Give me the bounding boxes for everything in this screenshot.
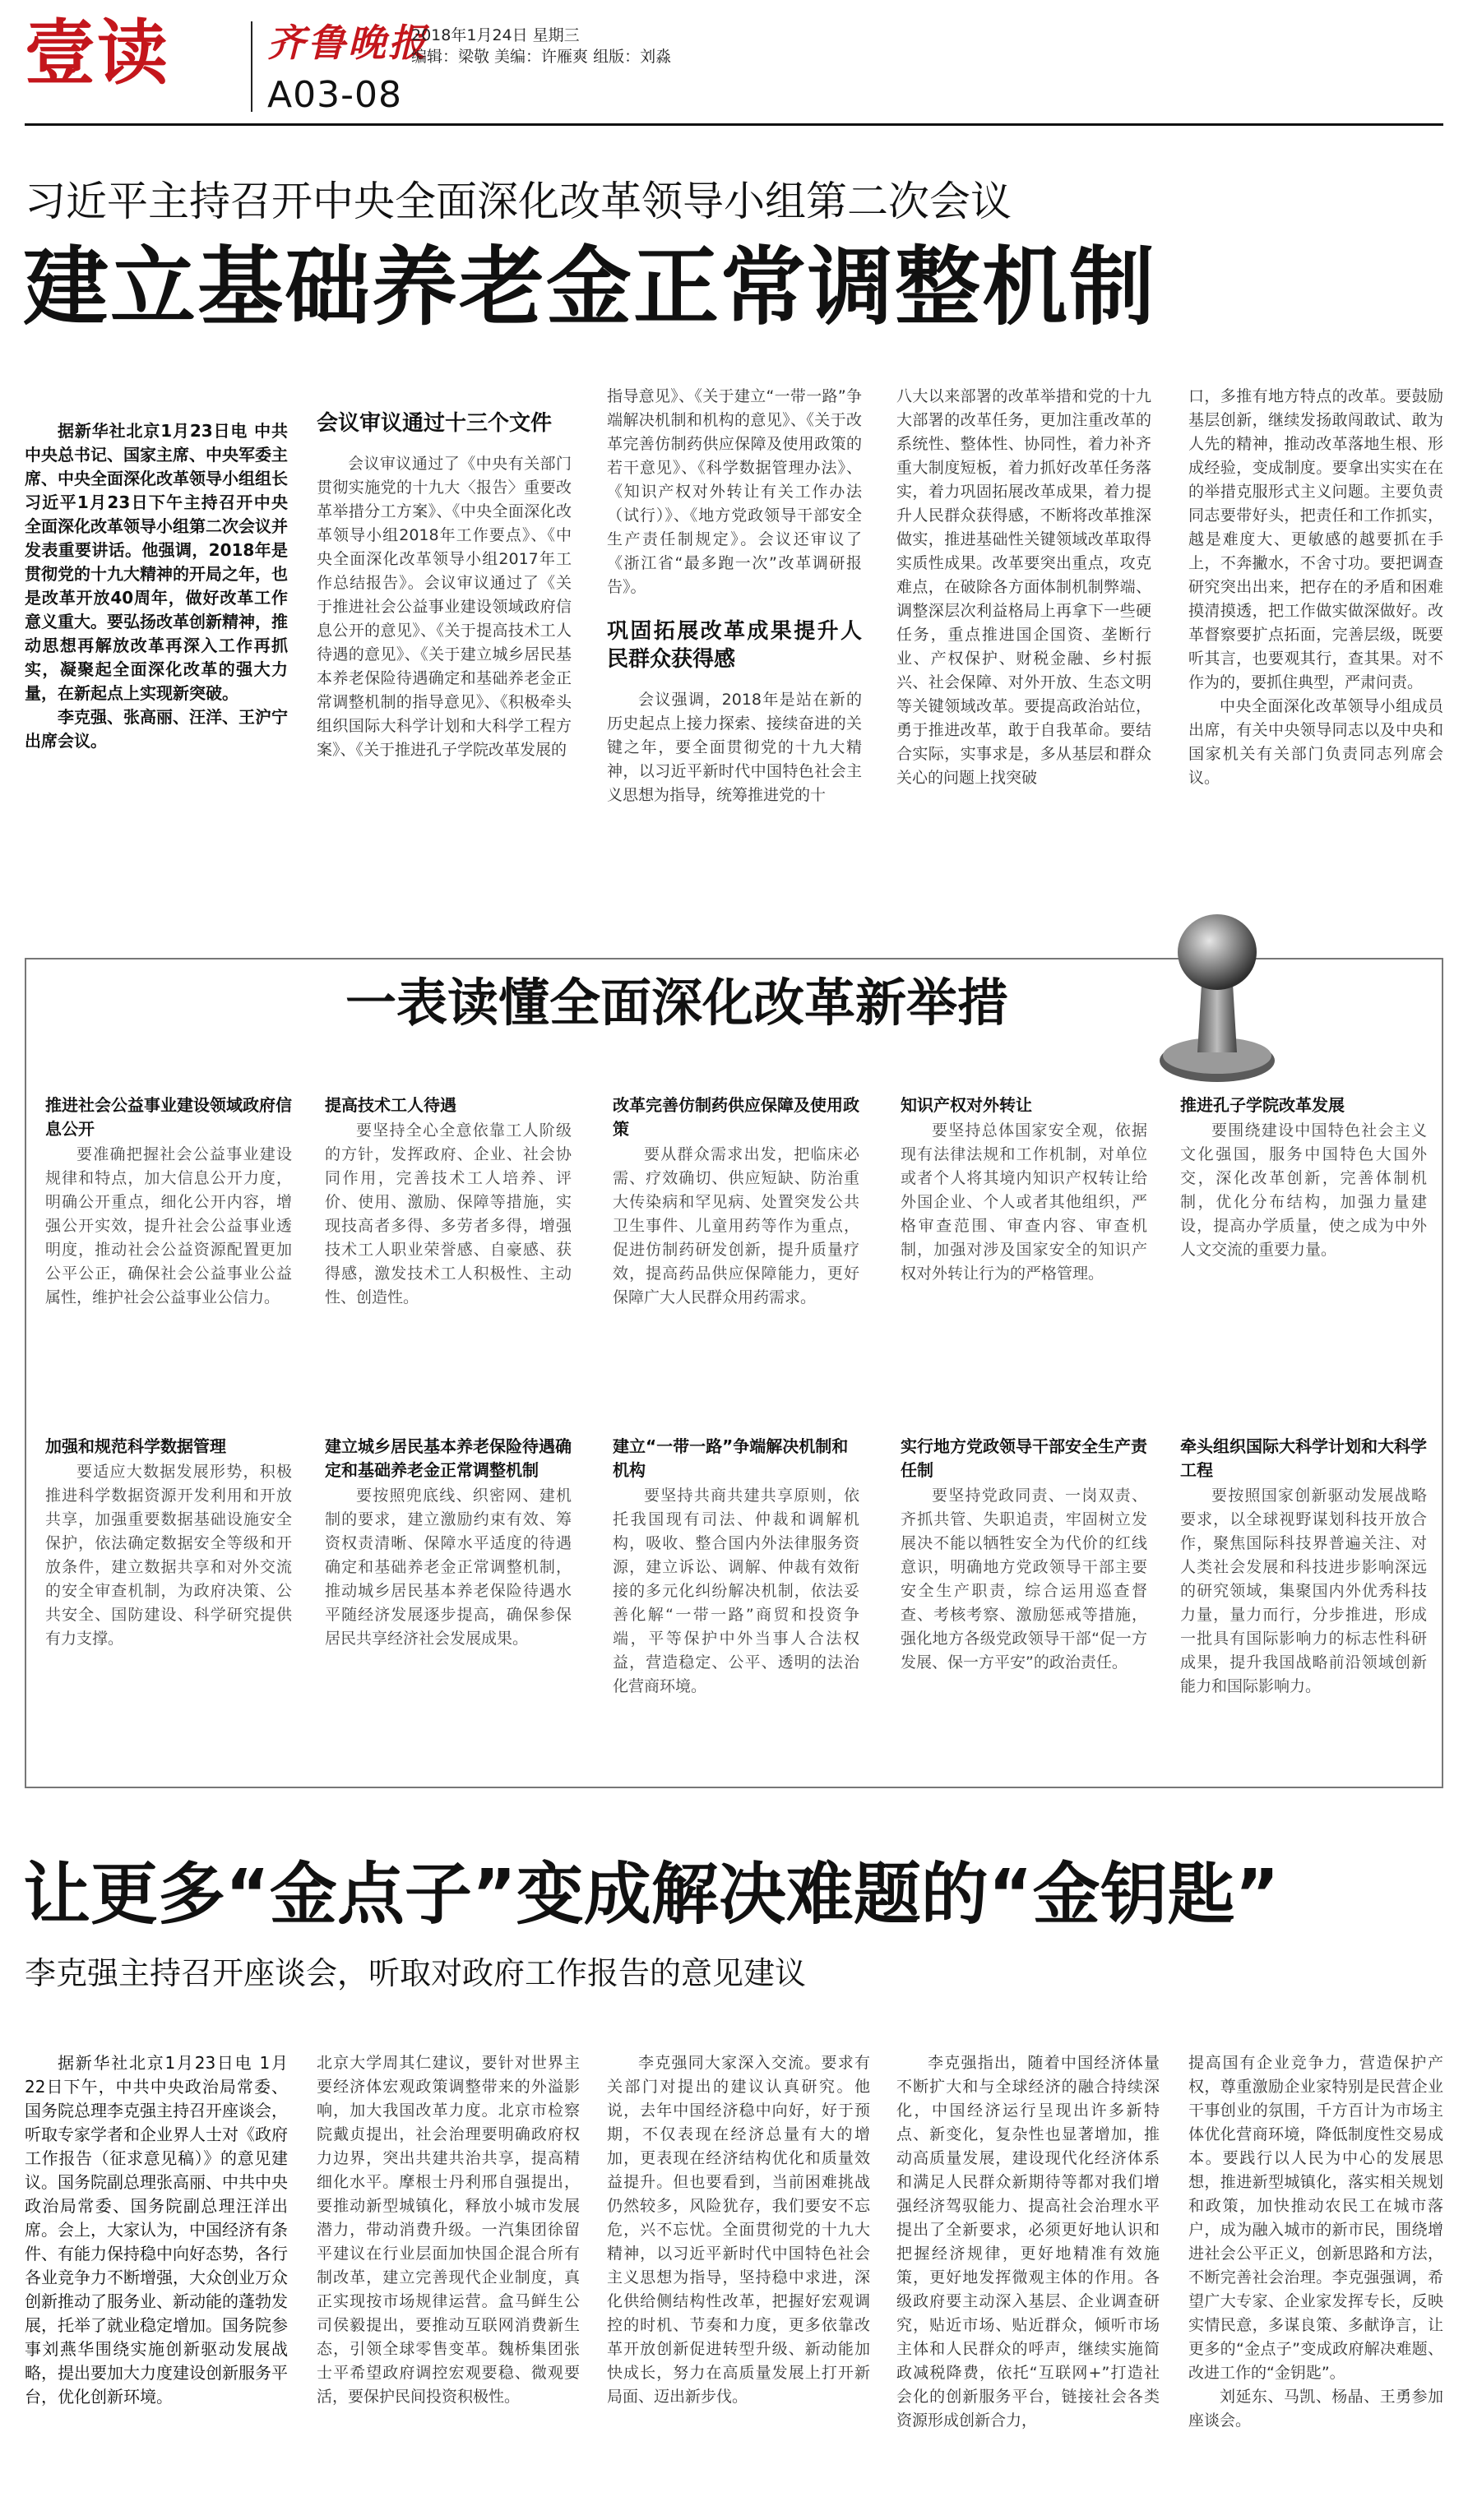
story1-col5 xyxy=(1188,385,1443,911)
table-item xyxy=(613,1094,859,1310)
table-item-heading: 建立“一带一路”争端解决机制和机构 xyxy=(613,1436,849,1480)
story1-lead-end: 李克强、张高丽、汪洋、王沪宁出席会议。 xyxy=(25,707,288,751)
table-item xyxy=(45,1094,292,1310)
table-item xyxy=(325,1094,572,1310)
table-item-body: 要坚持共商共建共享原则，依托我国现有司法、仲裁和调解机构，吸收、整合国内外法律服务资源，建立诉讼、调解、仲裁有效衔接的多元化纠纷解决机制，依法妥善化解“一带一路”商贸和投资争端，平等保护中外当事人合法权益，营造稳定、公平、透明的法治化营商环境。 xyxy=(613,1487,859,1695)
reform-table-title: 一表读懂全面深化改革新举措 xyxy=(345,973,1009,1033)
story1-lead: 据新华社北京1月23日电 中共中央总书记、国家主席、中央军委主席、中央全面深化改革领导小组组长习近平1月23日下午主持召开中央全面深化改革领导小组第二次会议并发表重要讲话。他强调，2018年是贯彻党的十九大精神的开局之年，也是改革开放40周年，做好改革工作意义重大。要弘扬改革创新精神，推动思想再解放改革再深入工作再抓实，凝聚起全面深化改革的强大力量，在新起点上实现新突破。 xyxy=(25,421,288,703)
story1-col5-end: 中央全面深化改革领导小组成员出席，有关中央领导同志以及中央和国家机关有关部门负责同志列席会议。 xyxy=(1188,697,1443,787)
table-item-heading: 实行地方党政领导干部安全生产责任制 xyxy=(901,1436,1147,1480)
table-item-heading: 牵头组织国际大科学计划和大科学工程 xyxy=(1180,1436,1427,1480)
push-pin-icon xyxy=(1151,904,1283,1085)
story1-kicker: 习近平主持召开中央全面深化改革领导小组第二次会议 xyxy=(25,178,1012,225)
table-item xyxy=(325,1435,572,1651)
table-item xyxy=(901,1094,1147,1286)
table-item-body: 要坚持总体国家安全观，依据现有法律法规和工作机制，对单位或者个人将其境内知识产权转让给外国企业、个人或者其他组织，严格审查范围、审查内容、审查机制，加强对涉及国家安全的知识产权对外转让行为的严格管理。 xyxy=(901,1121,1147,1283)
staff-line: 编辑：梁敬 美编：许雁爽 组版：刘淼 xyxy=(411,48,672,66)
masthead-rule xyxy=(25,123,1443,126)
story2-col2-text: 北京大学周其仁建议，要针对世界主要经济体宏观政策调整带来的外溢影响，加大我国改革力度。北京市检察院戴贞提出，社会治理要明确政府权力边界，突出共建共治共享，提高精细化水平。摩根士丹利邢自强提出，要推动新型城镇化，释放小城市发展潜力，带动消费升级。一汽集团徐留平建议在行业层面加快国企混合所有制改革，建立完善现代企业制度，真正实现按市场规律运营。盒马鲜生公司侯毅提出，要推动互联网消费新生态，引领全球零售变革。魏桥集团张士平希望政府调控宏观要稳、微观要活，要保护民间投资积极性。 xyxy=(317,2054,580,2406)
story1-col5-text: 口，多推有地方特点的改革。要鼓励基层创新，继续发扬敢闯敢试、敢为人先的精神，推动改革落地生根、形成经验，变成制度。要拿出实实在在的举措克服形式主义问题。主要负责同志要带好头，把责任和工作抓实，越是难度大、更敏感的越要抓在手上，不奔撇水，不舍寸功。要把调查研究突出出来，把存在的矛盾和困难摸清摸透，把工作做实做深做好。改革督察要扩点拓面，完善层级，既要听其言，也要观其行，查其果。对不作为的，要抓住典型，严肃问责。 xyxy=(1188,387,1443,691)
story2-col5-text: 提高国有企业竞争力，营造保护产权，尊重激励企业家特别是民营企业干事创业的氛围，千方百计为市场主体优化营商环境，降低制度性交易成本。要践行以人民为中心的发展思想，推进新型城镇化，落实相关规划和政策，加快推动农民工在城市落户，成为融入城市的新市民，围绕增进社会公平正义，创新思路和方法，不断完善社会治理。李克强强调，希望广大专家、企业家发挥专长，反映实情民意，多谋良策、多献诤言，让更多的“金点子”变成政府解决难题、改进工作的“金钥匙”。 xyxy=(1188,2054,1443,2382)
story2-headline: 让更多“金点子”变成解决难题的“金钥匙” xyxy=(23,1856,1280,1934)
table-item-body: 要坚持党政同责、一岗双责、齐抓共管、失职追责，牢固树立发展决不能以牺牲安全为代价的红线意识，明确地方党政领导干部主要安全生产职责，综合运用巡查督查、考核考察、激励惩戒等措施，强化地方各级党政领导干部“促一方发展、保一方平安”的政治责任。 xyxy=(901,1487,1147,1672)
table-item-heading: 推进社会公益事业建设领域政府信息公开 xyxy=(45,1095,292,1139)
table-item-heading: 推进孔子学院改革发展 xyxy=(1180,1095,1345,1115)
story1-col2-text: 会议审议通过了《中央有关部门贯彻实施党的十九大〈报告〉重要改革举措分工方案》、《中央全面深化改革领导小组2018年工作要点》、《中央全面深化改革领导小组2017年工作总结报告》。会议审议通过了《关于推进社会公益事业建设领域政府信息公开的意见》、《关于提高技术工人待遇的意见》、《关于建立城乡居民基本养老保险待遇确定和基础养老金正常调整机制的指导意见》、《积极牵头组织国际大科学计划和大科学工程方案》、《关于推进孔子学院改革发展的 xyxy=(317,455,572,759)
story1-col1 xyxy=(25,419,288,888)
table-item-heading: 知识产权对外转让 xyxy=(901,1095,1032,1115)
table-item-heading: 建立城乡居民基本养老保险待遇确定和基础养老金正常调整机制 xyxy=(325,1436,572,1480)
story2-col2 xyxy=(317,2051,580,2499)
table-item-heading: 加强和规范科学数据管理 xyxy=(45,1436,226,1456)
table-item-body: 要围绕建设中国特色社会主义文化强国，服务中国特色大国外交，深化改革创新，完善体制机制，优化分布结构，加强力量建设，提高办学质量，使之成为中外人文交流的重要力量。 xyxy=(1180,1121,1427,1259)
story2-col3-text: 李克强同大家深入交流。要求有关部门对提出的建议认真研究。他说，去年中国经济稳中向好，好于预期，不仅表现在经济总量有大的增加，更表现在经济结构优化和质量效益提升。但也要看到，当前困难挑战仍然较多，风险犹存，我们要安不忘危，兴不忘忧。全面贯彻党的十九大精神，以习近平新时代中国特色社会主义思想为指导，坚持稳中求进，深化供给侧结构性改革，把握好宏观调控的时机、节奏和力度，更多依靠改革开放创新促进转型升级、新动能加快成长，努力在高质量发展上打开新局面、迈出新步伐。 xyxy=(607,2054,870,2406)
story1-col4 xyxy=(896,385,1151,899)
story1-col3-text-b: 会议强调，2018年是站在新的历史起点上接力探索、接续奋进的关键之年，要全面贯彻党的十九大精神，以习近平新时代中国特色社会主义思想为指导，统筹推进党的十 xyxy=(607,691,862,804)
table-item-heading: 改革完善仿制药供应保障及使用政策 xyxy=(613,1095,859,1139)
section-logo: 壹读 xyxy=(25,12,169,95)
table-item xyxy=(901,1435,1147,1675)
table-item-body: 要按照国家创新驱动发展战略要求，以全球视野谋划科技开放合作，聚焦国际科技界普遍关注、对人类社会发展和科技进步影响深远的研究领域，集聚国内外优秀科技力量，量力而行，分步推进，形成一批具有国际影响力的标志性科研成果，提升我国战略前沿领域创新能力和国际影响力。 xyxy=(1180,1487,1427,1695)
table-item-heading: 提高技术工人待遇 xyxy=(325,1095,456,1115)
story2-col1 xyxy=(25,2051,288,2499)
story1-col2 xyxy=(317,403,572,896)
masthead-divider xyxy=(251,21,252,112)
story2-col5 xyxy=(1188,2051,1443,2508)
story2-col4-text: 李克强指出，随着中国经济体量不断扩大和与全球经济的融合持续深化，中国经济运行呈现出许多新特点、新变化，复杂性也显著增加，推动高质量发展，建设现代化经济体系和满足人民群众新期待等都对我们增强经济驾驭能力、提高社会治理水平提出了全新要求，必须更好地认识和把握经济规律，更好地精准有效施策，更好地发挥微观主体的作用。各级政府要主动深入基层、企业调查研究，贴近市场、贴近群众，倾听市场主体和人民群众的呼声，继续实施简政减税降费，依托“互联网+”打造社会化的创新服务平台，链接社会各类资源形成创新合力， xyxy=(896,2054,1160,2430)
story1-col3-text-a: 指导意见》、《关于建立“一带一路”争端解决机制和机构的意见》、《关于改革完善仿制药供应保障及使用政策的若干意见》、《科学数据管理办法》、《知识产权对外转让有关工作办法（试行）》、《地方党政领导干部安全生产责任制规定》。会议还审议了《浙江省“最多跑一次”改革调研报告》。 xyxy=(607,387,862,596)
date-line: 2018年1月24日 星期三 xyxy=(411,26,580,44)
table-item-body: 要适应大数据发展形势，积极推进科学数据资源开发利用和开放共享，加强重要数据基础设施安全保护，依法确定数据安全等级和开放条件，建立数据共享和对外交流的安全审查机制，为政府决策、公共安全、国防建设、科学研究提供有力支撑。 xyxy=(45,1463,292,1648)
story1-col3 xyxy=(607,385,862,899)
table-item-body: 要准确把握社会公益事业建设规律和特点，加大信息公开力度，明确公开重点，细化公开内容，增强公开实效，提升社会公益事业透明度，推动社会公益资源配置更加公平公正，确保社会公益事业公益属性，维护社会公益事业公信力。 xyxy=(45,1145,292,1306)
table-item xyxy=(1180,1094,1427,1262)
story1-subhead-1: 会议审议通过十三个文件 xyxy=(317,411,553,436)
story2-col5-end: 刘延东、马凯、杨晶、王勇参加座谈会。 xyxy=(1188,2388,1443,2430)
story2-kicker: 李克强主持召开座谈会，听取对政府工作报告的意见建议 xyxy=(25,1955,807,1991)
story1-headline: 建立基础养老金正常调整机制 xyxy=(23,237,1157,337)
page-number: A03-08 xyxy=(267,74,402,116)
story1-col4-text: 八大以来部署的改革举措和党的十九大部署的改革任务，更加注重改革的系统性、整体性、协同性，着力补齐重大制度短板，着力抓好改革任务落实，着力巩固拓展改革成果，着力提升人民群众获得感，不断将改革推深做实，推进基础性关键领域改革取得实质性成果。改革要突出重点，攻克难点，在破除各方面体制机制弊端、调整深层次利益格局上再拿下一些硬任务，重点推进国企国资、垄断行业、产权保护、财税金融、乡村振兴、社会保障、对外开放、生态文明等关键领域改革。要提高政治站位，勇于推进改革，敢于自我革命。要结合实际，实事求是，多从基层和群众关心的问题上找突破 xyxy=(896,387,1151,787)
table-item-body: 要按照兜底线、织密网、建机制的要求，建立激励约束有效、筹资权责清晰、保障水平适度的待遇确定和基础养老金正常调整机制，推动城乡居民基本养老保险待遇水平随经济发展逐步提高，确保参保居民共享经济社会发展成果。 xyxy=(325,1487,572,1648)
table-item xyxy=(45,1435,292,1651)
table-item-body: 要坚持全心全意依靠工人阶级的方针，发挥政府、企业、社会协同作用，完善技术工人培养、评价、使用、激励、保障等措施，实现技高者多得、多劳者多得，增强技术工人职业荣誉感、自豪感、获得感，激发技术工人积极性、主动性、创造性。 xyxy=(325,1121,572,1306)
story2-col3 xyxy=(607,2051,870,2499)
table-item xyxy=(1180,1435,1427,1699)
story2-col1-text: 据新华社北京1月23日电 1月22日下午，中共中央政治局常委、国务院总理李克强主持召开座谈会，听取专家学者和企业界人士对《政府工作报告（征求意见稿）》的意见建议。国务院副总理张高丽、中共中央政治局常委、国务院副总理汪洋出席。会上，大家认为，中国经济有条件、有能力保持稳中向好态势，各行各业竞争力不断增强，大众创业万众创新推动了服务业、新动能的蓬勃发展，托举了就业稳定增加。国务院参事刘燕华围绕实施创新驱动发展战略，提出要加大力度建设创新服务平台，优化创新环境。 xyxy=(25,2053,288,2407)
table-item xyxy=(613,1435,859,1699)
story2-col4 xyxy=(896,2051,1160,2499)
story1-subhead-2: 巩固拓展改革成果提升人民群众获得感 xyxy=(607,619,862,672)
newspaper-name: 齐鲁晚报 xyxy=(267,21,428,65)
table-item-body: 要从群众需求出发，把临床必需、疗效确切、供应短缺、防治重大传染病和罕见病、处置突发公共卫生事件、儿童用药等作为重点，促进仿制药研发创新，提升质量疗效，提高药品供应保障能力，更好保障广大人民群众用药需求。 xyxy=(613,1145,859,1306)
